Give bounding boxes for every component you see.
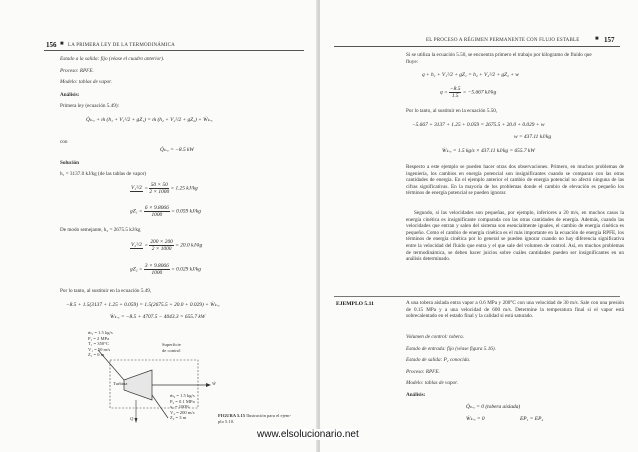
v2-lhs: V₂²/2 [131, 242, 142, 248]
substitution-equation-1: −8.5 + 1.5(3137 + 1.25 + 0.059) = 1.5(2675.5 + 20.0 + 0.029) + Ẇₖ.ₑ [66, 302, 220, 308]
volumen-control-line: Volumen de control: tobera. [406, 334, 465, 340]
gz1-lhs: gZ₁ = [130, 208, 143, 215]
substitution-equation-2: Ẇₖ.ₑ = −8.5 + 4707.5 − 4043.3 = 655.7 kW [110, 314, 206, 320]
q-result: = −5.667 kJ/kg [462, 89, 497, 96]
first-law-equation: Q̇ₖ.ₑ + ṁ (h₁ + V₁²/2 + gZ₁) = ṁ (h₂ + V₂²/2 + gZ₂) + Ẇₖ.ₑ [86, 117, 213, 123]
v1-result: = 1.25 kJ/kg [170, 185, 198, 192]
figure-caption-text-2: plo 5.10. [218, 418, 235, 424]
work-arrow-head [206, 383, 211, 387]
per-kg-energy-equation: q + h₁ + V₁²/2 + gZ₁ = h₂ + V₂²/2 + gZ₂ + w [422, 72, 519, 78]
right-page [320, 0, 638, 452]
heat-arrow-head [135, 418, 138, 423]
gz1-potential-equation [130, 205, 201, 218]
intro-line-1: Si se utiliza la ecuación 5.50, se encuentra primero el trabajo por kilogramo de fluido que [406, 52, 592, 58]
work-substitution-equation: −5.667 + 3137 + 1.25 + 0.059 = 2675.5 + 20.0 + 0.029 + w [412, 122, 545, 128]
gz2-potential-equation [130, 263, 201, 276]
control-surface-label [162, 342, 181, 353]
modelo-line: Modelo: tablas de vapor. [60, 79, 112, 85]
outlet-quality: x₂ = 100% [170, 404, 190, 410]
outlet-conditions [170, 393, 195, 421]
inlet-pressure: P₁ = 2 MPa [88, 335, 110, 341]
gz1-denominator: 1000 [151, 212, 163, 218]
outlet-pipe [152, 395, 168, 418]
q-lhs: q = [440, 89, 448, 96]
q-numerator: −8.5 [450, 86, 461, 92]
turbine-figure [88, 330, 218, 425]
v2-result: = 20.0 kJ/kg [175, 242, 203, 249]
q-cv-zero-equation: Q̇ₖ.ₑ = 0 (tobera aislada) [466, 404, 521, 410]
v1-denominator: 2 × 1000 [149, 189, 170, 195]
observation-paragraph-1: Respecto a este ejemplo se pueden hacer otras dos observaciones. Primero, en muchos problemas de ingeniería, los cambios en energía potencial son insignificantes cuando se comparan con las otras cantidades de energía. En el ejemplo anterior el cambio de energía potencial no afectó ninguna de las cifras significativas. En la mayoría de los problemas donde el cambio de elevación es pequeño los términos de energía potencial se pueden ignorar. [406, 164, 624, 197]
heat-label: Q [130, 416, 134, 421]
modelo-line-right: Modelo: tablas de vapor. [406, 380, 458, 386]
gz2-result: = 0.029 kJ/kg [171, 266, 201, 273]
estado-salida-line: Estado a la salida: fijo (véase el cuadro anterior). [60, 56, 165, 62]
work-label: Ẇ [212, 381, 216, 386]
proceso-line: Proceso: RPFE. [60, 68, 94, 74]
header-square-icon: ■ [60, 41, 64, 47]
observation-paragraph-2: Segundo, si las velocidades son pequeñas, por ejemplo, inferiores a 20 m/s, en muchos casos la energía cinética es insignificante comparada con las otras cantidades de energía. Además, cuando las velocidades que entran y salen del sistema son esencialmente iguales, el cambio de energía cinética es pequeño. Como el cambio de energía cinética es el más importante en la ecuación de energía RPFE, los términos de energía cinética por lo general se pueden ignorar cuando no hay diferencia significativa entre la velocidad del fluido que entra y el que sale del volumen de control. Así, en muchos problemas de termodinámica, se deben hacer juicios sobre cuáles cantidades pueden ser insignificantes en un análisis determinado. [406, 210, 624, 263]
w-cv-zero-equation: Ẇₖ.ₑ = 0 [466, 416, 485, 422]
figure-caption-text-1: Ilustración para el ejem- [246, 413, 291, 418]
page-number-left: 156 [46, 41, 57, 49]
por-lo-tanto-right: Por lo tanto, al sustituir en la ecuación 5.50, [406, 108, 498, 114]
h1-line: h₁ = 3137.0 kJ/kg (de las tablas de vapor) [60, 171, 147, 177]
q-denominator: 1.5 [451, 93, 459, 99]
example-label: EJEMPLO 5.11 [336, 301, 374, 307]
inlet-mass-flow: ṁ₁ = 1.5 kg/s [88, 330, 113, 335]
example-statement: A una tobera aislada entra vapor a 0.6 MPa y 200°C con una velocidad de 30 m/s. Sale con una presión de 0.15 MPa y a una velocidad de 600 m/s. Determine la temperatura final si el vapor está sobrecalentado en el estado final y la calidad si está saturado. [406, 300, 624, 320]
gz2-denominator: 1000 [151, 270, 163, 276]
gz2-numerator: 3 × 9.8066 [144, 263, 169, 269]
gz2-lhs: gZ₂ = [130, 266, 143, 273]
estado-salida-line-right: Estado de salida: P₂ conocida. [406, 357, 471, 363]
outlet-elevation: Z₂ = 3 m [170, 415, 187, 421]
surface-label-line1: Superficie [162, 342, 181, 347]
inlet-conditions [88, 330, 113, 358]
running-head-right: EL PROCESO A RÉGIMEN PERMANENTE CON FLUJO ESTABLE [426, 38, 580, 43]
inlet-temperature: T₁ = 350°C [88, 341, 110, 347]
left-page [0, 0, 318, 452]
con-word: con [60, 139, 68, 145]
estado-entrada-line: Estado de entrada: fijo (véase figura 5.16). [406, 346, 496, 352]
q-per-kg-equation [440, 86, 496, 99]
header-rule-right [334, 46, 620, 47]
header-rule-left [44, 50, 304, 51]
modo-semejante-line: De modo semejante, h₂ = 2675.5 kJ/kg [60, 227, 141, 233]
solucion-heading: Solución [60, 160, 80, 166]
page-number-right: 157 [604, 36, 615, 44]
v2-kinetic-equation: V₂²/2 = $\frac{200 \times 200}{2 \times 1000}$ = 20.0 kJ/kg [131, 239, 203, 252]
v2-numerator: 200 × 200 [150, 239, 173, 245]
w-result-equation: w = 437.11 kJ/kg [514, 134, 552, 140]
v2-denominator: 2 × 1000 [151, 246, 172, 252]
v1-lhs: V₁²/2 [131, 185, 142, 191]
inlet-velocity: V₁ = 50 m/s [88, 346, 111, 352]
inlet-elevation: Z₁ = 6 m [88, 352, 105, 358]
example-rule [334, 296, 620, 297]
outlet-velocity: V₂ = 200 m/s [170, 409, 195, 415]
running-head-left: LA PRIMERA LEY DE LA TERMODINÁMICA [68, 43, 175, 48]
turbine-body [124, 370, 152, 400]
outlet-mass-flow: ṁ₂ = 1.5 kg/s [170, 393, 195, 398]
por-lo-tanto-line: Por lo tanto, al sustituir en la ecuación 5.49, [60, 288, 152, 294]
figure-caption-title: FIGURA 5.15 [218, 413, 246, 418]
gz1-result: = 0.059 kJ/kg [171, 208, 201, 215]
outlet-pressure: P₂ = 0.1 MPa [170, 398, 195, 404]
proceso-line-right: Proceso: RPFE. [406, 369, 440, 375]
analisis-heading-right: Análisis: [406, 392, 426, 398]
v1-numerator: 50 × 50 [150, 182, 168, 188]
primera-ley-line: Primera ley (ecuación 5.49): [60, 103, 120, 109]
v1-kinetic-equation: V₁²/2 = $\frac{50 \times 50}{2 \times 1000}$ = 1.25 kJ/kg [131, 182, 198, 195]
watermark-url[interactable]: www.elsolucionario.net [257, 429, 359, 440]
gz1-numerator: 6 × 9.8066 [144, 205, 169, 211]
analisis-heading: Análisis: [60, 92, 80, 98]
header-square-icon-right: ■ [595, 36, 599, 42]
figure-caption [218, 413, 291, 424]
intro-line-2: fluye: [406, 59, 419, 65]
surface-label-line2: de control [162, 347, 181, 353]
q-cv-value: Q̇ₖ.ₑ = −8.5 kW [160, 147, 194, 153]
wcv-result-equation: Ẇₖ.ₑ = 1.5 kg/s × 437.11 kJ/kg = 655.7 kW [442, 148, 535, 154]
potential-energy-equation: EP₁ = EP₂ [520, 416, 544, 422]
turbine-label: Turbina [113, 381, 128, 386]
